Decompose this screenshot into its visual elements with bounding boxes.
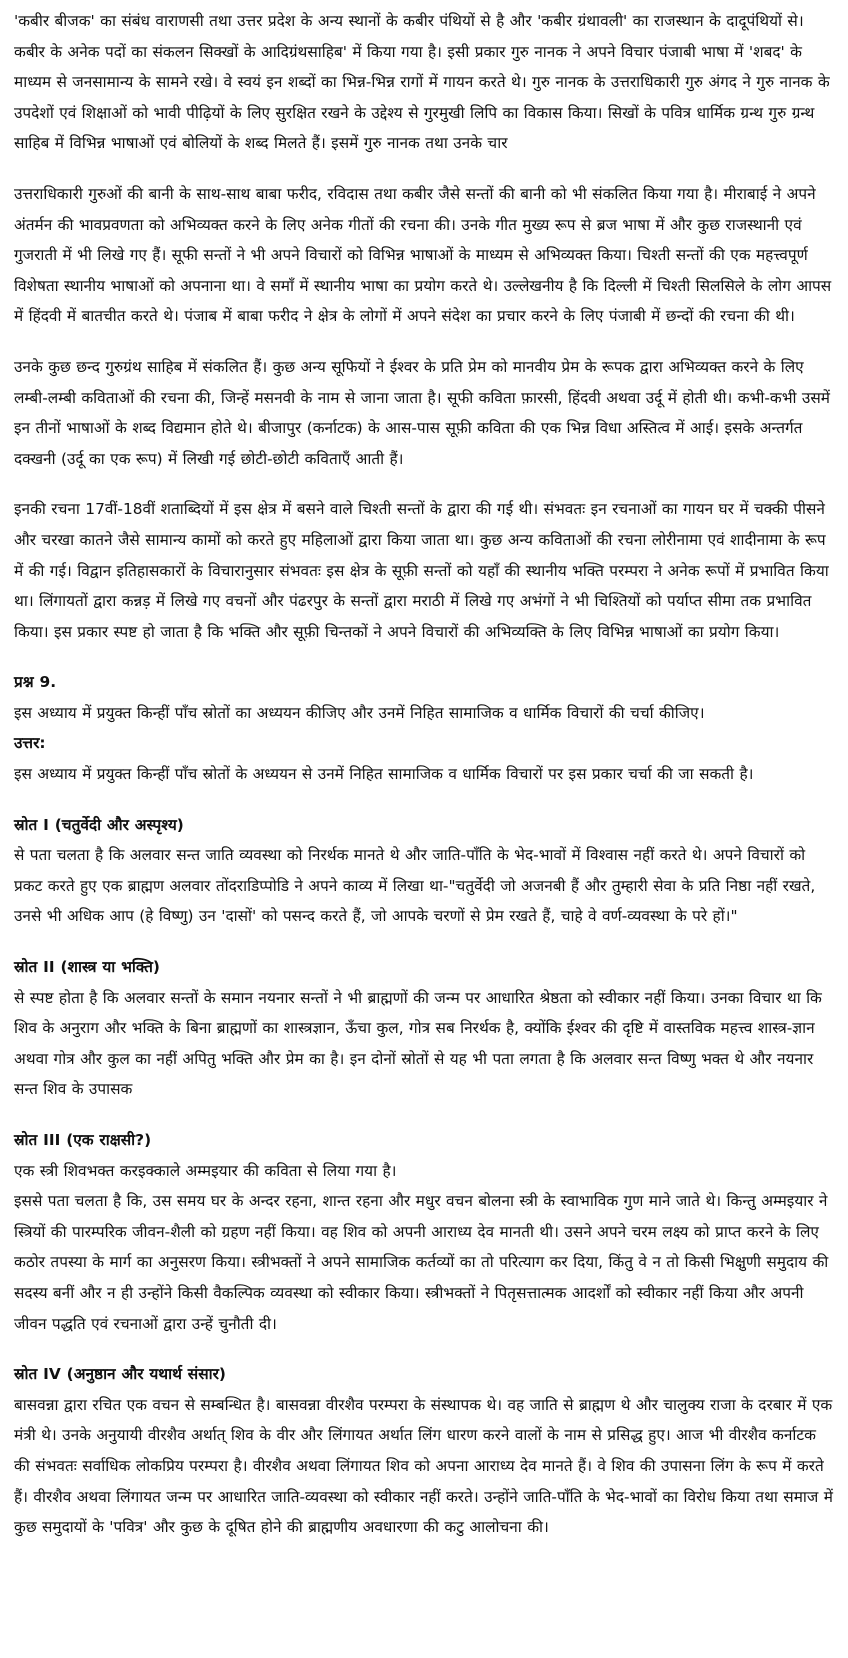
source-3-text: इससे पता चलता है कि, उस समय घर के अन्दर रहना, शान्त रहना और मधुर वचन बोलना स्त्री के स्वाभाविक गुण माने जाते थे। किन्तु अम्मइयार ने स्त्रियों की पारम्परिक जीवन-शैली को ग्रहण नहीं किया। वह शिव को अपनी आराध्य देव मानती थी। उसने अपने चरम लक्ष्य को प्राप्त करने के लिए कठोर तपस्या के मार्ग का अनुसरण किया। स्त्रीभक्तों ने अपने सामाजिक कर्तव्यों का तो परित्याग कर दिया, किंतु वे न तो किसी भिक्षुणी समुदाय की सदस्य बनीं और न ही उन्होंने किसी वैकल्पिक व्यवस्था को स्वीकार किया। स्त्रीभक्तों ने पितृसत्तात्मक आदर्शों को स्वीकार नहीं किया और अपनी जीवन पद्धति एवं रचनाओं द्वारा उन्हें चुनौती दी। (14, 1192, 829, 1333)
answer-label: उत्तर: (14, 734, 46, 753)
source-4-text: बासवन्ना द्वारा रचित एक वचन से सम्बन्धित है। बासवन्ना वीरशैव परम्परा के संस्थापक थे। वह जाति से ब्राह्मण थे और चालुक्य राजा के दरबार में एक मंत्री थे। उनके अनुयायी वीरशैव अर्थात् शिव के वीर और लिंगायत अर्थात लिंग धारण करने वालों के नाम से प्रसिद्ध हुए। आज भी वीरशैव कर्नाटक की संभवतः सर्वाधिक लोकप्रिय परम्परा है। वीरशैव अथवा लिंगायत शिव को अपना आराध्य देव मानते हैं। वे शिव की उपासना लिंग के रूप में करते हैं। वीरशैव अथवा लिंगायत जन्म पर आधारित जाति-व्यवस्था को स्वीकार नहीं करते। उन्होंने जाति-पाँति के भेद-भावों का विरोध किया तथा समाज में कुछ समुदायों के 'पवित्र' और कुछ के दूषित होने की ब्राह्मणीय अवधारणा की कटु आलोचना की। (14, 1395, 833, 1537)
source-2-text: से स्पष्ट होता है कि अलवार सन्तों के समान नयनार सन्तों ने भी ब्राह्मणों की जन्म पर आधारित श्रेष्ठता को स्वीकार नहीं किया। उनका विचार था कि शिव के अनुराग और भक्ति के बिना ब्राह्मणों का शास्त्रज्ञान, ऊँचा कुल, गोत्र सब निरर्थक है, क्योंकि ईश्वर की दृष्टि में वास्तविक महत्त्व शास्त्र-ज्ञान अथवा गोत्र और कुल का नहीं अपितु भक्ति और प्रेम का है। इन दोनों स्रोतों से यह भी पता लगता है कि अलवार सन्त विष्णु भक्त थे और नयनार सन्त शिव के उपासक (14, 988, 822, 1099)
paragraph-kabir-bijak: 'कबीर बीजक' का संबंध वाराणसी तथा उत्तर प्रदेश के अन्य स्थानों के कबीर पंथियों से है और 'कबीर ग्रंथावली' का राजस्थान के दादूपंथियों से। कबीर के अनेक पदों का संकलन सिक्खों के आदिग्रंथसाहिब' में किया गया है। इसी प्रकार गुरु नानक ने अपने विचार पंजाबी भाषा में 'शबद' के माध्यम से जनसामान्य के सामने रखे। वे स्वयं इन शब्दों का भिन्न-भिन्न रागों में गायन करते थे। गुरु नानक के उत्तराधिकारी गुरु अंगद ने गुरु नानक के उपदेशों एवं शिक्षाओं को भावी पीढ़ियों के लिए सुरक्षित रखने के उद्देश्य से गुरमुखी लिपि का विकास किया। सिखों के पवित्र धार्मिक ग्रन्थ गुरु ग्रन्थ साहिब में विभिन्न भाषाओं एवं बोलियों के शब्द मिलते हैं। इसमें गुरु नानक तथा उनके चार (14, 12, 830, 153)
source-3-heading: स्रोत III (एक राक्षसी?) (14, 1131, 152, 1149)
source-4-heading: स्रोत IV (अनुष्ठान और यथार्थ संसार) (14, 1365, 226, 1384)
question-text: इस अध्याय में प्रयुक्त किन्हीं पाँच स्रोतों का अध्ययन कीजिए और उनमें निहित सामाजिक व धार्मिक विचारों की चर्चा कीजिए। (14, 703, 705, 722)
paragraph-sufi-poetry: उनके कुछ छन्द गुरुग्रंथ साहिब में संकलित हैं। कुछ अन्य सूफियों ने ईश्वर के प्रति प्रेम को मानवीय प्रेम के रूपक द्वारा अभिव्यक्त करने के लिए लम्बी-लम्बी कविताओं की रचना की, जिन्हें मसनवी के नाम से जाना जाता है। सूफी कविता फ़ारसी, हिंदवी अथवा उर्दू में होती थी। कभी-कभी उसमें इन तीनों भाषाओं के शब्द विद्यमान होते थे। बीजापुर (कर्नाटक) के आस-पास सूफ़ी कविता की एक भिन्न विधा अस्तित्व में आई। इसके अन्तर्गत दक्खनी (उर्दू का एक रूप) में लिखी गई छोटी-छोटी कविताएँ आती हैं। (14, 357, 830, 468)
source-1-text: से पता चलता है कि अलवार सन्त जाति व्यवस्था को निरर्थक मानते थे और जाति-पाँति के भेद-भावों में विश्वास नहीं करते थे। अपने विचारों को प्रकट करते हुए एक ब्राह्मण अलवार तोंदराडिप्पोडि ने अपने काव्य में लिखा था-"चतुर्वेदी जो अजनबी हैं और तुम्हारी सेवा के प्रति निष्ठा नहीं रखते, उनसे भी अधिक आप (हे विष्णु) उन 'दासों' को पसन्द करते हैं, जो आपके चरणों से प्रेम रखते हैं, चाहे वे वर्ण-व्यवस्था के परे हों।" (14, 846, 816, 926)
question-label: प्रश्न 9. (14, 673, 57, 692)
source-2-heading: स्रोत II (शास्त्र या भक्ति) (14, 958, 160, 977)
paragraph-successor-gurus: उत्तराधिकारी गुरुओं की बानी के साथ-साथ बाबा फरीद, रविदास तथा कबीर जैसे सन्तों की बानी को भी संकलित किया गया है। मीराबाई ने अपने अंतर्मन की भावप्रवणता को अभिव्यक्त करने के लिए अनेक गीतों की रचना की। उनके गीत मुख्य रूप से ब्रज भाषा में और कुछ राजस्थानी एवं गुजराती में भी लिखे गए हैं। सूफी सन्तों ने भी अपने विचारों को विभिन्न भाषाओं के माध्यम से अभिव्यक्त किया। चिश्ती सन्तों की एक महत्त्वपूर्ण विशेषता स्थानीय भाषाओं को अपनाना था। वे समाँ में स्थानीय भाषा का प्रयोग करते थे। उल्लेखनीय है कि दिल्ली में चिश्ती सिलसिले के लोग आपस में हिंदवी में बातचीत करते थे। पंजाब में बाबा फरीद ने क्षेत्र के लोगों में अपने संदेश का प्रचार करने के लिए पंजाबी में छन्दों की रचना की थी। (14, 184, 832, 326)
source-3-intro: एक स्त्री शिवभक्त करइक्काले अम्मइयार की कविता से लिया गया है। (14, 1161, 397, 1180)
paragraph-chishti-compositions: इनकी रचना 17वीं-18वीं शताब्दियों में इस क्षेत्र में बसने वाले चिश्ती सन्तों के द्वारा की गई थी। संभवतः इन रचनाओं का गायन घर में चक्की पीसने और चरखा कातने जैसे सामान्य कामों को करते हुए महिलाओं द्वारा किया जाता था। कुछ अन्य कविताओं की रचना लोरीनामा एवं शादीनामा के रूप में की गई। विद्वान इतिहासकारों के विचारानुसार संभवतः इस क्षेत्र के सूफ़ी सन्तों को यहाँ की स्थानीय भक्ति परम्परा ने अनेक रूपों में प्रभावित किया था। लिंगायतों द्वारा कन्नड़ में लिखे गए वचनों और पंढरपुर के सन्तों द्वारा मराठी में लिखे गए अभंगों ने भी चिश्तियों को पर्याप्त सीमा तक प्रभावित किया। इस प्रकार स्पष्ट हो जाता है कि भक्ति और सूफ़ी चिन्तकों ने अपने विचारों की अभिव्यक्ति के लिए विभिन्न भाषाओं का प्रयोग किया। (14, 500, 829, 641)
answer-text: इस अध्याय में प्रयुक्त किन्हीं पाँच स्रोतों के अध्ययन से उनमें निहित सामाजिक व धार्मिक विचारों पर इस प्रकार चर्चा की जा सकती है। (14, 765, 754, 784)
source-1-heading: स्रोत I (चतुर्वेदी और अस्पृश्य) (14, 815, 184, 834)
